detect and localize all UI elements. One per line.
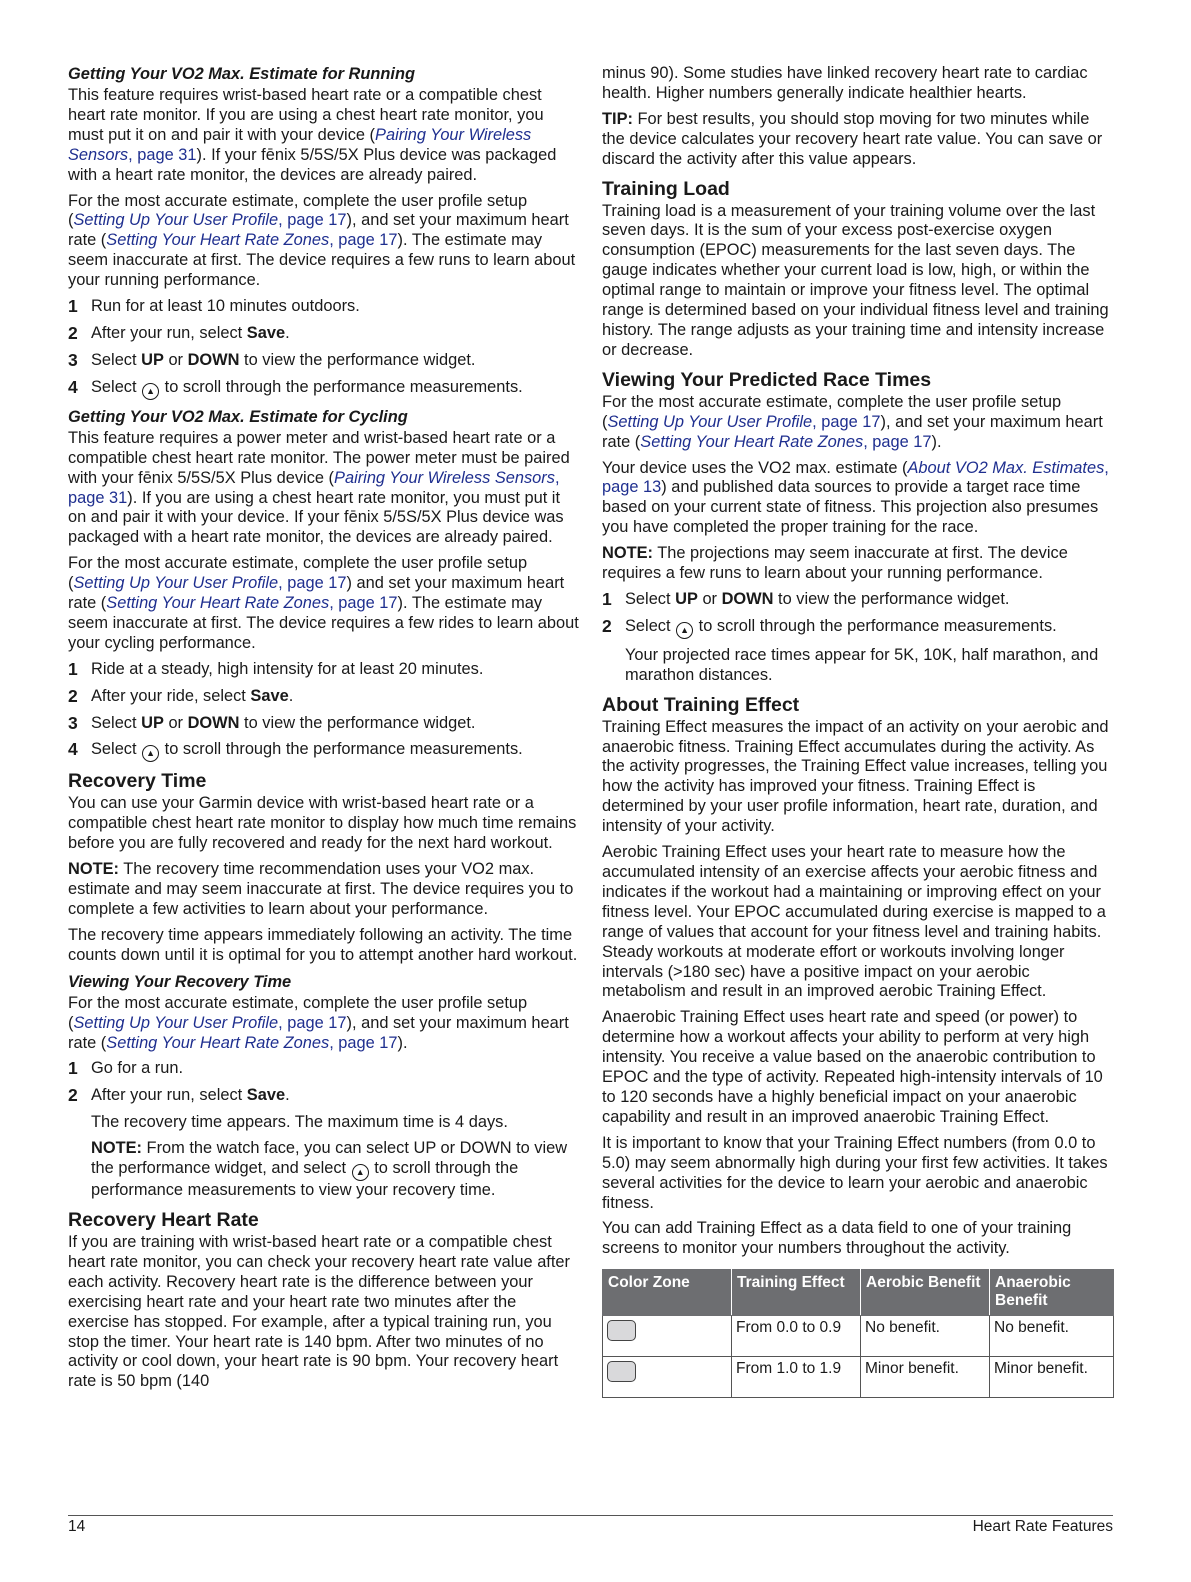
note: NOTE: From the watch face, you can select UP or DOWN to view the performance widget, and select ▲ to scroll through the performance measurements to view your recovery time.	[91, 1139, 568, 1200]
tip: TIP: For best results, you should stop moving for two minutes while the device calculates your recovery heart rate value. You can save or discard the activity after this value appears.	[602, 109, 1103, 168]
step-item: 2 After your run, select Save.	[68, 1085, 290, 1106]
paragraph: Training load is a measurement of your training volume over the last seven days. It is the sum of your excess post-exercise oxygen consumption (EPOC) measurements for the last seven days. The gauge indicates whether your current load is low, high, or within the optimal range to maintain or improve your fitness level. The optimal range is determined based on your individual fitness level and training history. The range adjusts as your training time and intensity increase or decrease.	[602, 201, 1109, 359]
paragraph: For the most accurate estimate, complete the user profile setup (Setting Up Your User Profile, page 17) and set your maximum heart rate (Setting Your Heart Rate Zones, page 17). The estimate may seem inaccurate at first. The device requires a few rides to learn about your cycling performance.	[68, 554, 579, 652]
paragraph: The recovery time appears immediately following an activity. The time counts down until it is optimal for you to attempt another hard workout.	[68, 925, 578, 964]
page-number: 14	[68, 1518, 86, 1535]
step-item: 1 Go for a run.	[68, 1058, 184, 1079]
footer-section-title: Heart Rate Features	[972, 1518, 1113, 1535]
link-user-profile[interactable]: Setting Up Your User Profile, page 17	[73, 211, 347, 230]
link-user-profile[interactable]: Setting Up Your User Profile, page 17	[73, 1013, 347, 1032]
anaerobic-benefit-cell: No benefit.	[990, 1316, 1114, 1357]
step-item: 4 Select ▲ to scroll through the performance measurements.	[68, 740, 580, 762]
footer-divider	[68, 1515, 1113, 1516]
color-zone-swatch	[607, 1361, 636, 1382]
heading-recovery-time: Recovery Time	[68, 770, 207, 793]
col-header-training-effect: Training Effect	[732, 1270, 861, 1316]
up-button-icon: ▲	[142, 383, 159, 400]
paragraph: For the most accurate estimate, complete the user profile setup (Setting Up Your User Profile, page 17), and set your maximum heart rate (Setting Your Heart Rate Zones, page 17). The estimate may seem inaccurate at first. The device requires a few runs to learn about your running performance.	[68, 191, 576, 290]
link-heart-rate-zones[interactable]: Setting Your Heart Rate Zones, page 17	[640, 432, 932, 451]
step-item: 2 After your ride, select Save.	[68, 685, 294, 706]
link-user-profile[interactable]: Setting Up Your User Profile, page 17	[607, 412, 881, 431]
paragraph: It is important to know that your Training Effect numbers (from 0.0 to 5.0) may seem abnormally high during your first few activities. It takes several activities for the device to learn your aerobic and anaerobic fitness.	[602, 1133, 1108, 1212]
step-item: 1 Ride at a steady, high intensity for at least 20 minutes.	[68, 658, 484, 679]
heading-training-effect: About Training Effect	[602, 693, 800, 716]
color-zone-swatch	[607, 1320, 636, 1341]
table-row	[603, 1357, 1114, 1398]
paragraph: If you are training with wrist-based heart rate or a compatible chest heart rate monitor, you can check your recovery heart rate value after each activity. Recovery heart rate is the difference between your exercising heart rate and your heart rate two minutes after the exercise has stopped. For example, after a typical training run, you stop the timer. Your heart rate is 140 bpm. After two minutes of no activity or cool down, your heart rate is 90 bpm. Your recovery heart rate is 50 bpm (140	[68, 1232, 570, 1391]
link-pairing-sensors[interactable]: Pairing Your Wireless Sensors, page 31	[68, 125, 532, 164]
color-zone-cell	[603, 1316, 732, 1357]
step-item: 3 Select UP or DOWN to view the performance widget.	[68, 349, 476, 370]
training-effect-cell: From 1.0 to 1.9	[732, 1357, 861, 1398]
aerobic-benefit-cell: Minor benefit.	[861, 1357, 990, 1398]
step-result: The recovery time appears. The maximum time is 4 days.	[91, 1113, 508, 1132]
paragraph: This feature requires a power meter and wrist-based heart rate or a compatible chest heart rate monitor. The power meter must be paired with your fēnix 5/5S/5X Plus device (Pairing Your Wireless Sensors, page 31). If you are using a chest heart rate monitor, you must put it on and pair it with your device. If your fēnix 5/5S/5X Plus device was packaged with a heart rate monitor, the devices are already paired.	[68, 428, 570, 547]
table-row	[603, 1316, 1114, 1357]
col-header-color-zone: Color Zone	[603, 1270, 732, 1316]
paragraph: minus 90). Some studies have linked recovery heart rate to cardiac health. Higher numbers generally indicate healthier hearts.	[602, 64, 1088, 102]
right-column	[602, 64, 1114, 1398]
paragraph: You can add Training Effect as a data field to one of your training screens to monitor your numbers throughout the activity.	[602, 1219, 1072, 1258]
paragraph: You can use your Garmin device with wrist-based heart rate or a compatible chest heart rate monitor to display how much time remains before you are fully recovered and ready for the next hard workout.	[68, 794, 577, 853]
step-item: 3 Select UP or DOWN to view the performance widget.	[68, 712, 476, 733]
col-header-aerobic-benefit: Aerobic Benefit	[861, 1270, 990, 1316]
heading-predicted-race-times: Viewing Your Predicted Race Times	[602, 368, 932, 391]
heading-recovery-heart-rate: Recovery Heart Rate	[68, 1208, 259, 1231]
link-heart-rate-zones[interactable]: Setting Your Heart Rate Zones, page 17	[106, 594, 398, 613]
paragraph: Anaerobic Training Effect uses heart rate and speed (or power) to determine how a workout affects your ability to perform at very high intensity. You receive a value based on the anaerobic contribution to EPOC and the type of activity. Repeated high-intensity intervals of 10 to 120 seconds have a highly beneficial impact on your anaerobic capability and result in an improved anaerobic Training Effect.	[602, 1008, 1103, 1126]
up-button-icon: ▲	[352, 1164, 369, 1181]
link-heart-rate-zones[interactable]: Setting Your Heart Rate Zones, page 17	[106, 1033, 398, 1052]
heading-training-load: Training Load	[602, 177, 730, 200]
link-pairing-sensors[interactable]: Pairing Your Wireless Sensors, page 31	[68, 468, 560, 507]
paragraph: Your device uses the VO2 max. estimate (About VO2 Max. Estimates, page 13) and published data sources to provide a target race time based on your current state of fitness. This projection also presumes you have completed the proper training for the race.	[602, 458, 1109, 537]
heading-vo2-running: Getting Your VO2 Max. Estimate for Running	[68, 65, 415, 83]
up-button-icon: ▲	[676, 622, 693, 639]
anaerobic-benefit-cell: Minor benefit.	[990, 1357, 1114, 1398]
up-button-icon: ▲	[142, 745, 159, 762]
paragraph: For the most accurate estimate, complete the user profile setup (Setting Up Your User Profile, page 17), and set your maximum heart rate (Setting Your Heart Rate Zones, page 17).	[602, 392, 1103, 451]
step-item: 2 Select ▲ to scroll through the performance measurements.	[602, 617, 1114, 639]
heading-viewing-recovery-time: Viewing Your Recovery Time	[68, 972, 292, 991]
color-zone-cell	[603, 1357, 732, 1398]
step-item: 1 Select UP or DOWN to view the performance widget.	[602, 588, 1010, 609]
table-header-row	[603, 1270, 1114, 1316]
step-result: Your projected race times appear for 5K, 10K, half marathon, and marathon distances.	[625, 645, 1099, 684]
link-vo2-estimates[interactable]: About VO2 Max. Estimates, page 13	[602, 458, 1109, 497]
heading-vo2-cycling: Getting Your VO2 Max. Estimate for Cycling	[68, 407, 408, 426]
aerobic-benefit-cell: No benefit.	[861, 1316, 990, 1357]
training-effect-cell: From 0.0 to 0.9	[732, 1316, 861, 1357]
step-item: 2 After your run, select Save.	[68, 322, 290, 343]
note: NOTE: The recovery time recommendation uses your VO2 max. estimate and may seem inaccurate at first. The device requires you to complete a few activities to learn about your performance.	[68, 860, 574, 918]
training-effect-table	[602, 1269, 1114, 1398]
paragraph: This feature requires wrist-based heart rate or a compatible chest heart rate monitor. If you are using a chest heart rate monitor, you must put it on and pair it with your device (Pairing Your Wireless Sensors, page 31). If your fēnix 5/5S/5X Plus device was packaged with a heart rate monitor, the devices are already paired.	[68, 86, 557, 184]
link-heart-rate-zones[interactable]: Setting Your Heart Rate Zones, page 17	[106, 231, 398, 250]
paragraph: For the most accurate estimate, complete the user profile setup (Setting Up Your User Profile, page 17), and set your maximum heart rate (Setting Your Heart Rate Zones, page 17).	[68, 993, 569, 1052]
paragraph: Training Effect measures the impact of an activity on your aerobic and anaerobic fitness. Training Effect accumulates during the activity. As the activity progresses, the Training Effect value increases, telling you how the activity has improved your fitness. Training Effect is determined by your user profile information, heart rate, duration, and intensity of your activity.	[602, 717, 1109, 836]
paragraph: Aerobic Training Effect uses your heart rate to measure how the accumulated intensity of an exercise affects your aerobic fitness and indicates if the workout had a maintaining or improving effect on your fitness level. Your EPOC accumulated during exercise is mapped to a range of values that account for your fitness level and training habits. Steady workouts at moderate effort or workouts involving longer intervals (>180 sec) have a positive impact on your aerobic metabolism and result in an improved aerobic Training Effect.	[602, 843, 1106, 1001]
note: NOTE: The projections may seem inaccurate at first. The device requires a few runs to learn about your running performance.	[602, 544, 1068, 583]
step-item: 4 Select ▲ to scroll through the performance measurements.	[68, 378, 580, 400]
link-user-profile[interactable]: Setting Up Your User Profile, page 17	[73, 574, 347, 593]
left-column	[68, 64, 580, 1398]
step-item: 1 Run for at least 10 minutes outdoors.	[68, 296, 360, 317]
col-header-anaerobic-benefit: Anaerobic Benefit	[990, 1270, 1114, 1316]
